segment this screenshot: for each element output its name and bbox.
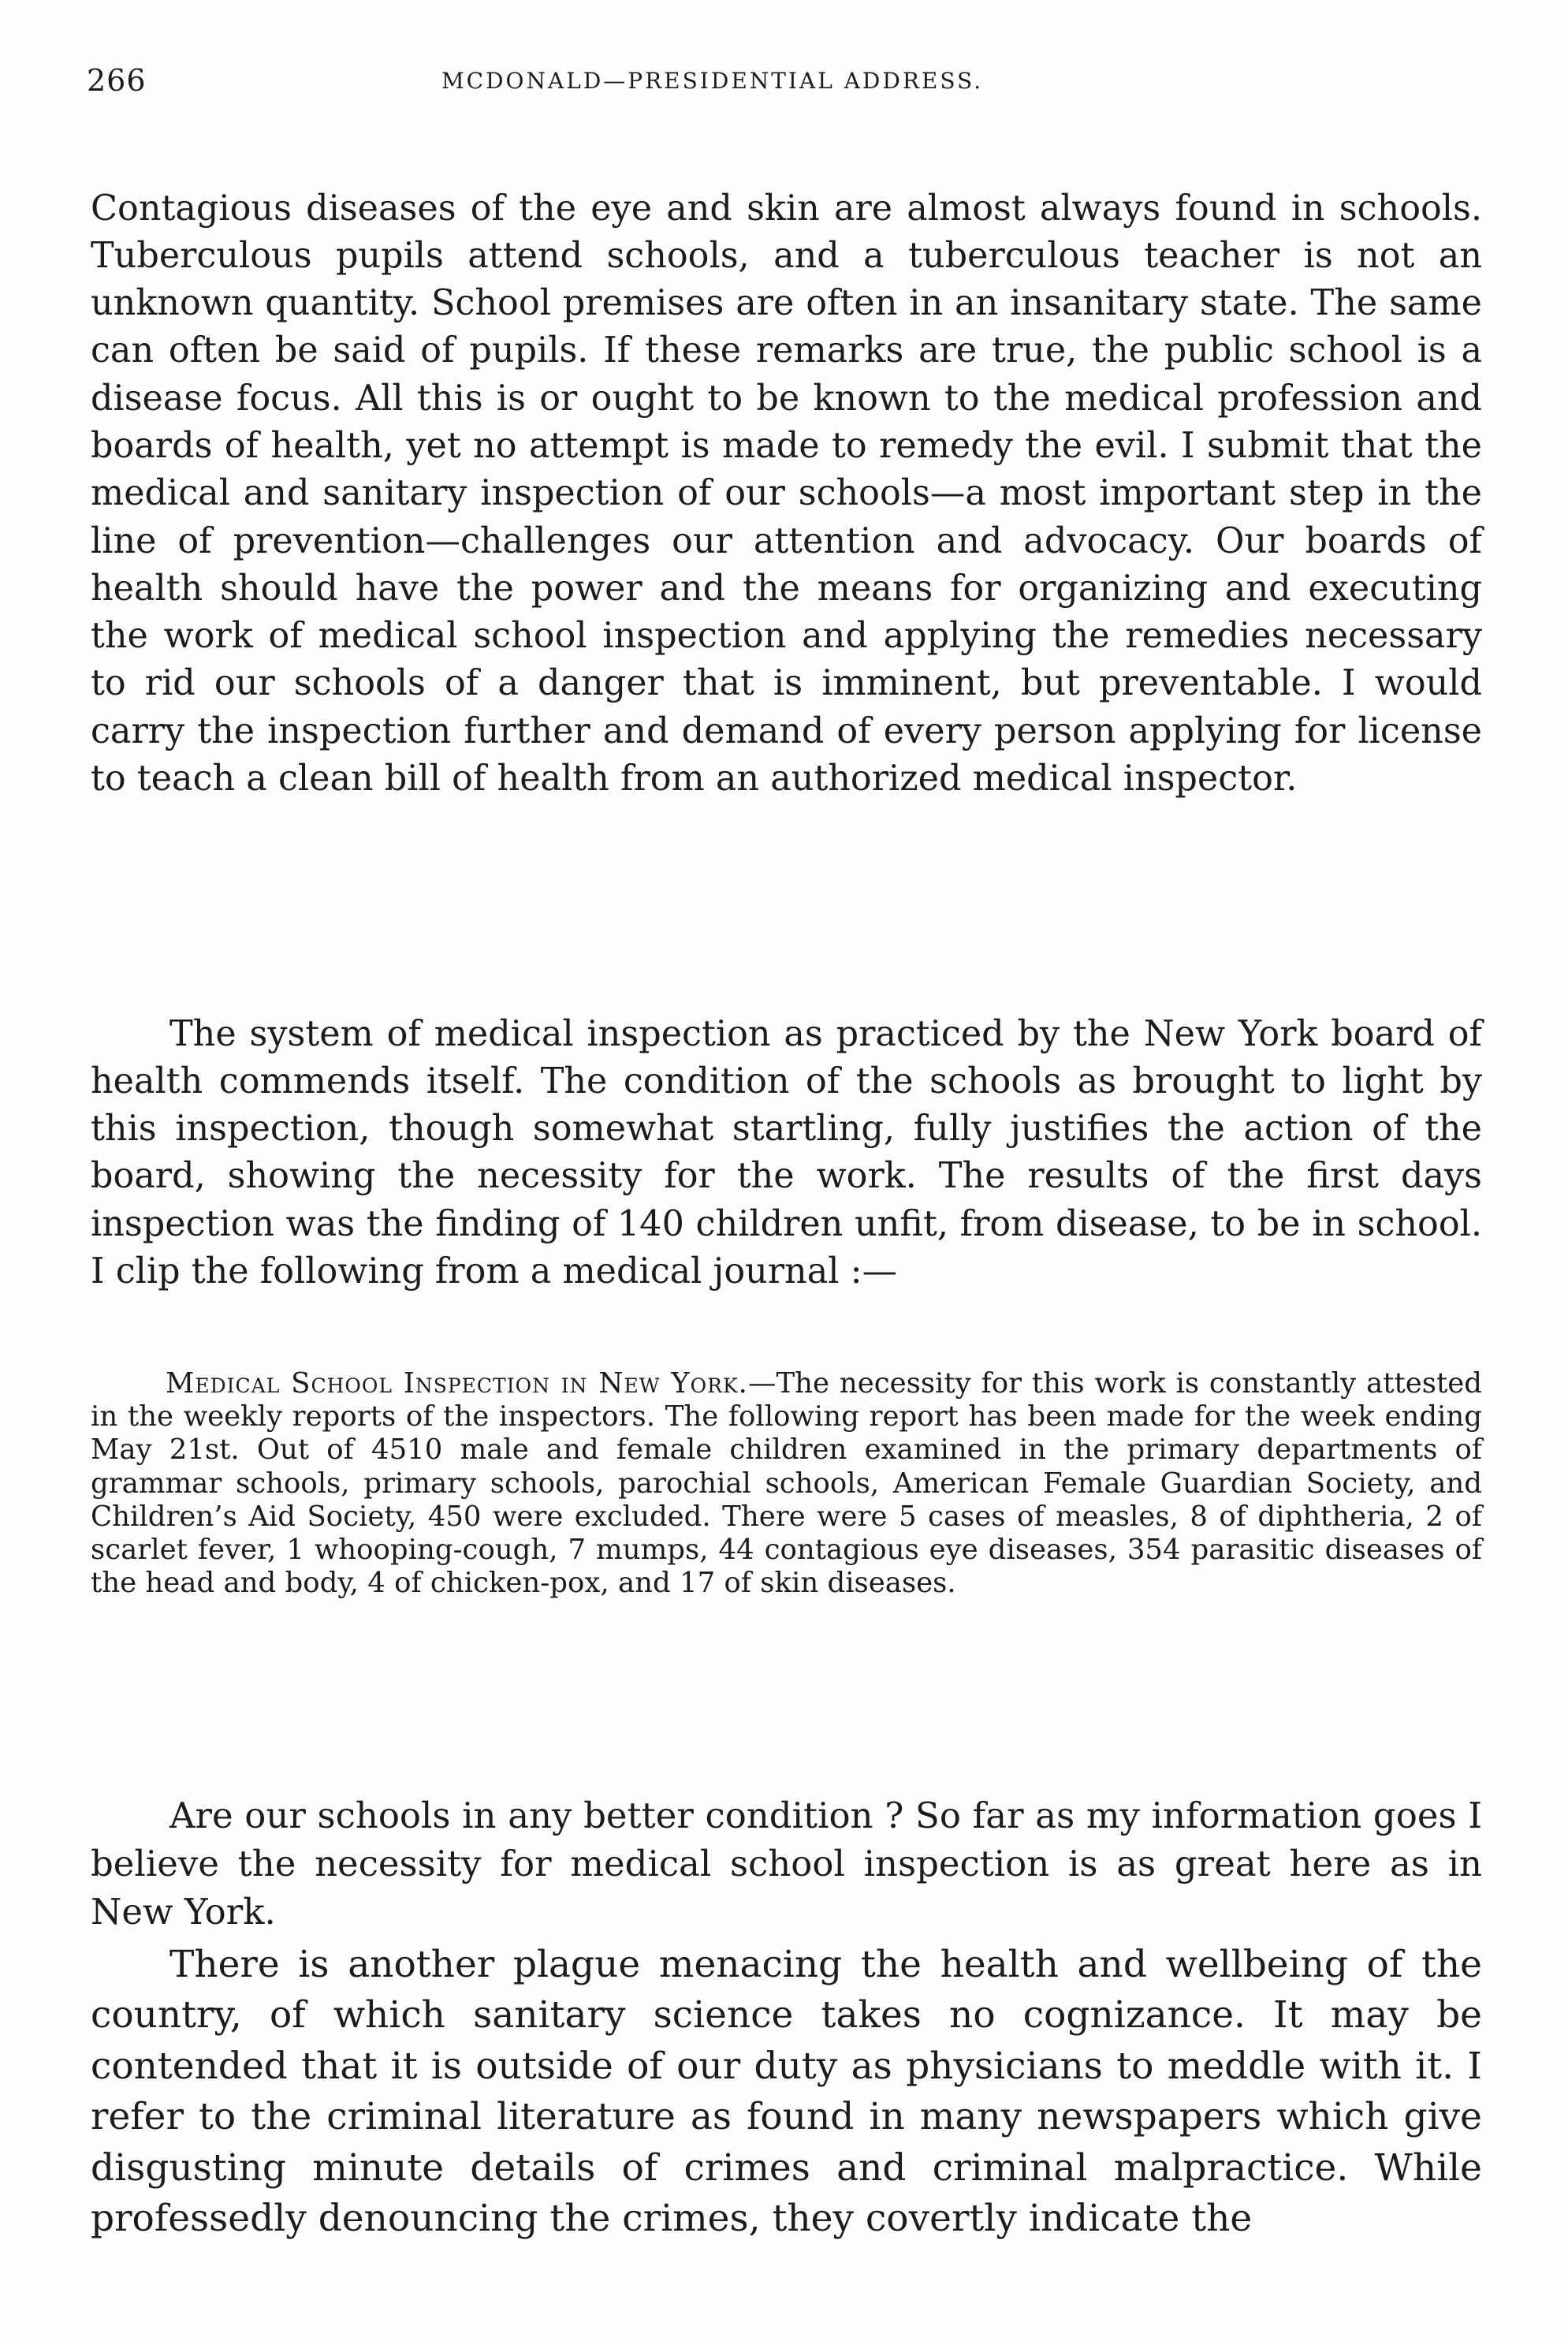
paragraph-criminal-literature: There is another plague menacing the health and wellbeing of the country, of which sanitary science takes no cognizance. It may be contended that it is outside of our duty as physicians to meddle with it. I refer to the criminal literature as found in many newspapers which give disgusting minute details of crimes and criminal malpractice. While professedly denouncing the crimes, they covertly indicate the <box>91 1943 1482 2241</box>
page-header <box>87 63 1482 103</box>
page-number: 266 <box>87 63 147 98</box>
paragraph-our-schools: Are our schools in any better condition ? So far as my information goes I believe the necessity for medical school inspection is as great here as in New York. <box>91 1795 1482 1933</box>
paragraph-new-york-inspection: The system of medical inspection as practiced by the New York board of health commends itself. The condition of the schools as brought to light by this inspection, though somewhat startling, fully justifies the action of the board, showing the necessity for the work. The results of the first days inspection was the finding of 140 children unfit, from disease, to be in school. I clip the following from a medical journal :— <box>91 1013 1482 1292</box>
quote-body: —The necessity for this work is constantly attested in the weekly reports of the inspectors. The following report has been made for the week ending May 21st. Out of 4510 male and female children examined in the primary departments of grammar schools, primary schools, parochial schools, American Female Guardian Society, and Children’s Aid Society, 450 were excluded. There were 5 cases of measles, 8 of diphtheria, 2 of scarlet fever, 1 whooping-cough, 7 mumps, 44 contagious eye diseases, 354 parasitic diseases of the head and body, 4 of chicken-pox, and 17 of skin diseases. <box>91 1367 1483 1600</box>
quote-heading: Medical School Inspection in New York. <box>166 1367 748 1400</box>
running-head: MCDONALD—PRESIDENTIAL ADDRESS. <box>441 68 984 94</box>
paragraph-school-diseases: Contagious diseases of the eye and skin are almost always found in schools. Tuberculous pupils attend schools, and a tuberculous teacher is not an unknown quantity. School premises are often in an insanitary state. The same can often be said of pupils. If these remarks are true, the public school is a disease focus. All this is or ought to be known to the medical profession and boards of health, yet no attempt is made to remedy the evil. I submit that the medical and sanitary inspection of our schools—a most important step in the line of prevention—challenges our attention and advocacy. Our boards of health should have the power and the means for organizing and executing the work of medical school inspection and applying the remedies necessary to rid our schools of a danger that is imminent, but preventable. I would carry the inspection further and demand of every person applying for license to teach a clean bill of health from an authorized medical inspector. <box>91 188 1482 800</box>
block-quote-medical-journal <box>91 1367 1482 1600</box>
